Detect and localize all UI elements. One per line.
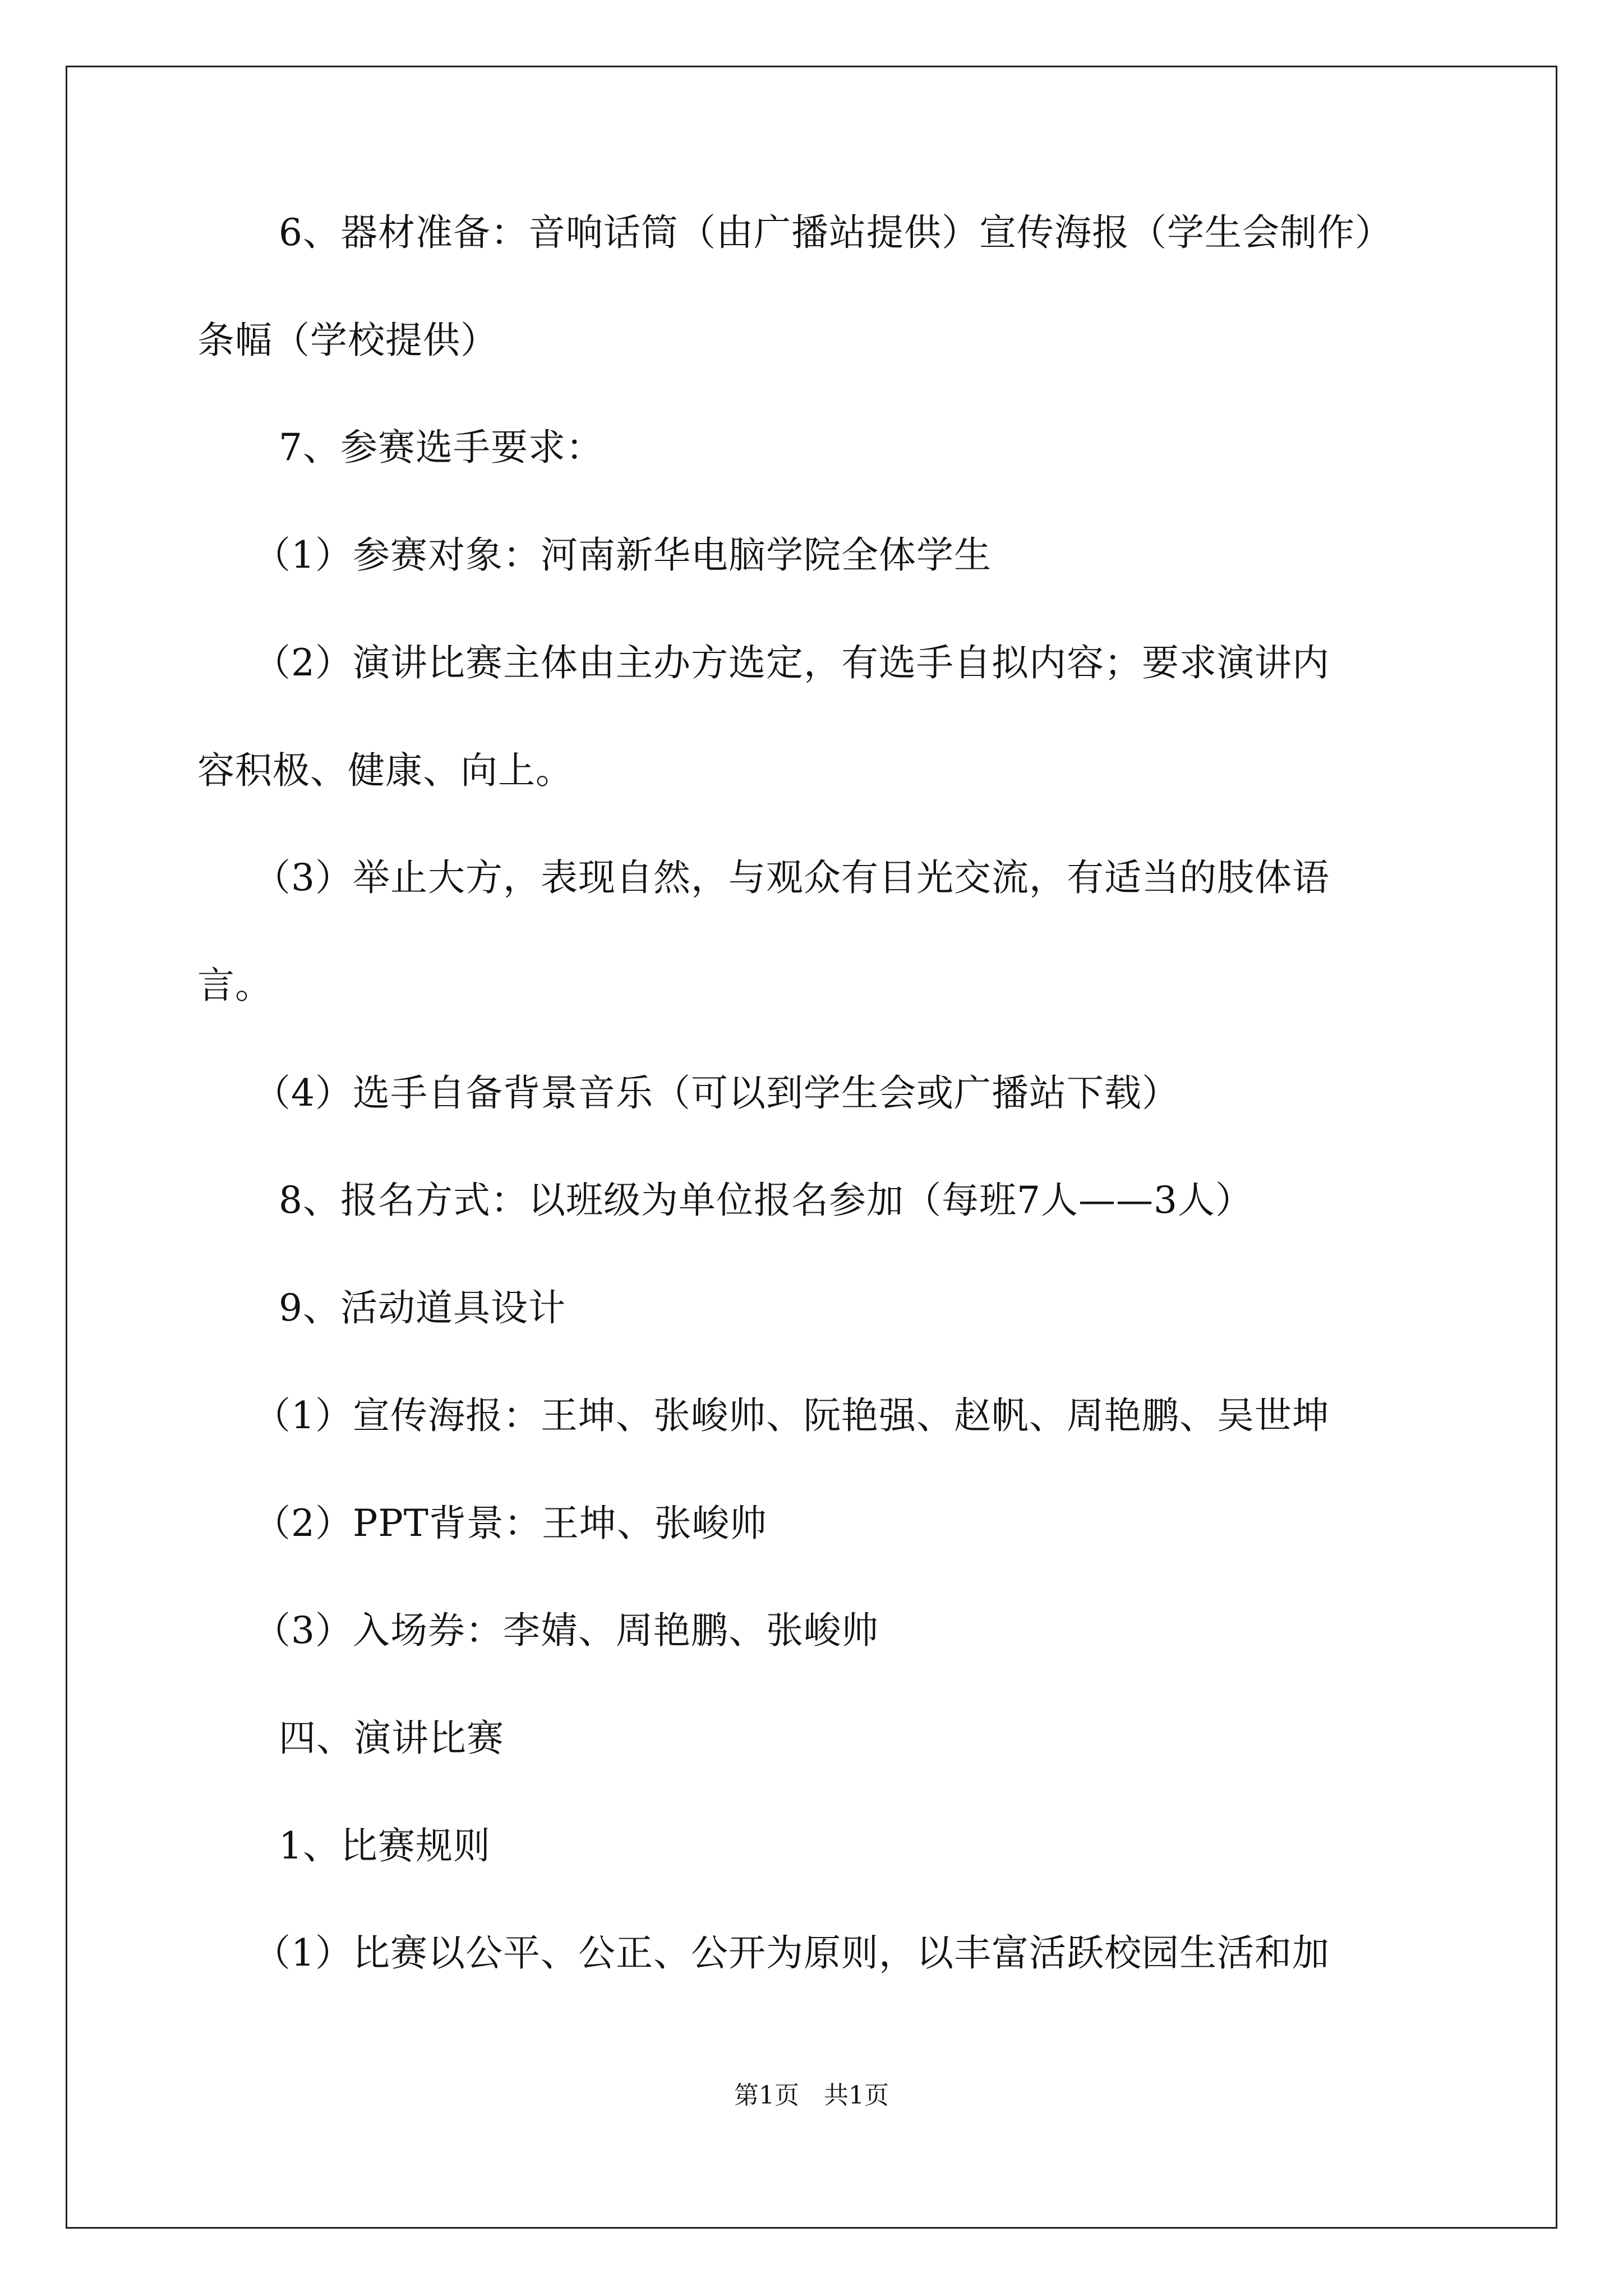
text-line: 8、报名方式：以班级为单位报名参加（每班7人——3人） <box>279 1179 1253 1222</box>
text-line: 容积极、健康、向上。 <box>197 749 573 792</box>
text-line: 1、比赛规则 <box>279 1824 491 1867</box>
text-line: 言。 <box>197 964 273 1007</box>
text-line: （2）PPT背景：王坤、张峻帅 <box>253 1502 767 1545</box>
page-border <box>66 66 1557 2229</box>
text-line: （1）参赛对象：河南新华电脑学院全体学生 <box>253 533 992 577</box>
text-line: 7、参赛选手要求： <box>279 426 603 469</box>
text-line: 9、活动道具设计 <box>279 1286 566 1329</box>
text-line: 6、器材准备：音响话筒（由广播站提供）宣传海报（学生会制作） <box>279 211 1393 254</box>
text-line: （1）比赛以公平、公正、公开为原则，以丰富活跃校园生活和加 <box>253 1931 1330 1975</box>
text-line: （2）演讲比赛主体由主办方选定，有选手自拟内容；要求演讲内 <box>253 641 1330 684</box>
text-line: （3）举止大方，表现自然，与观众有目光交流，有适当的肢体语 <box>253 856 1330 899</box>
text-line: 四、演讲比赛 <box>279 1717 504 1760</box>
text-line: （4）选手自备背景音乐（可以到学生会或广播站下载） <box>253 1071 1179 1115</box>
text-line: （3）入场券：李婧、周艳鹏、张峻帅 <box>253 1609 879 1652</box>
page-footer: 第1页 共1页 <box>734 2081 889 2110</box>
text-line: 条幅（学校提供） <box>197 319 498 362</box>
text-line: （1）宣传海报：王坤、张峻帅、阮艳强、赵帆、周艳鹏、吴世坤 <box>253 1394 1330 1437</box>
